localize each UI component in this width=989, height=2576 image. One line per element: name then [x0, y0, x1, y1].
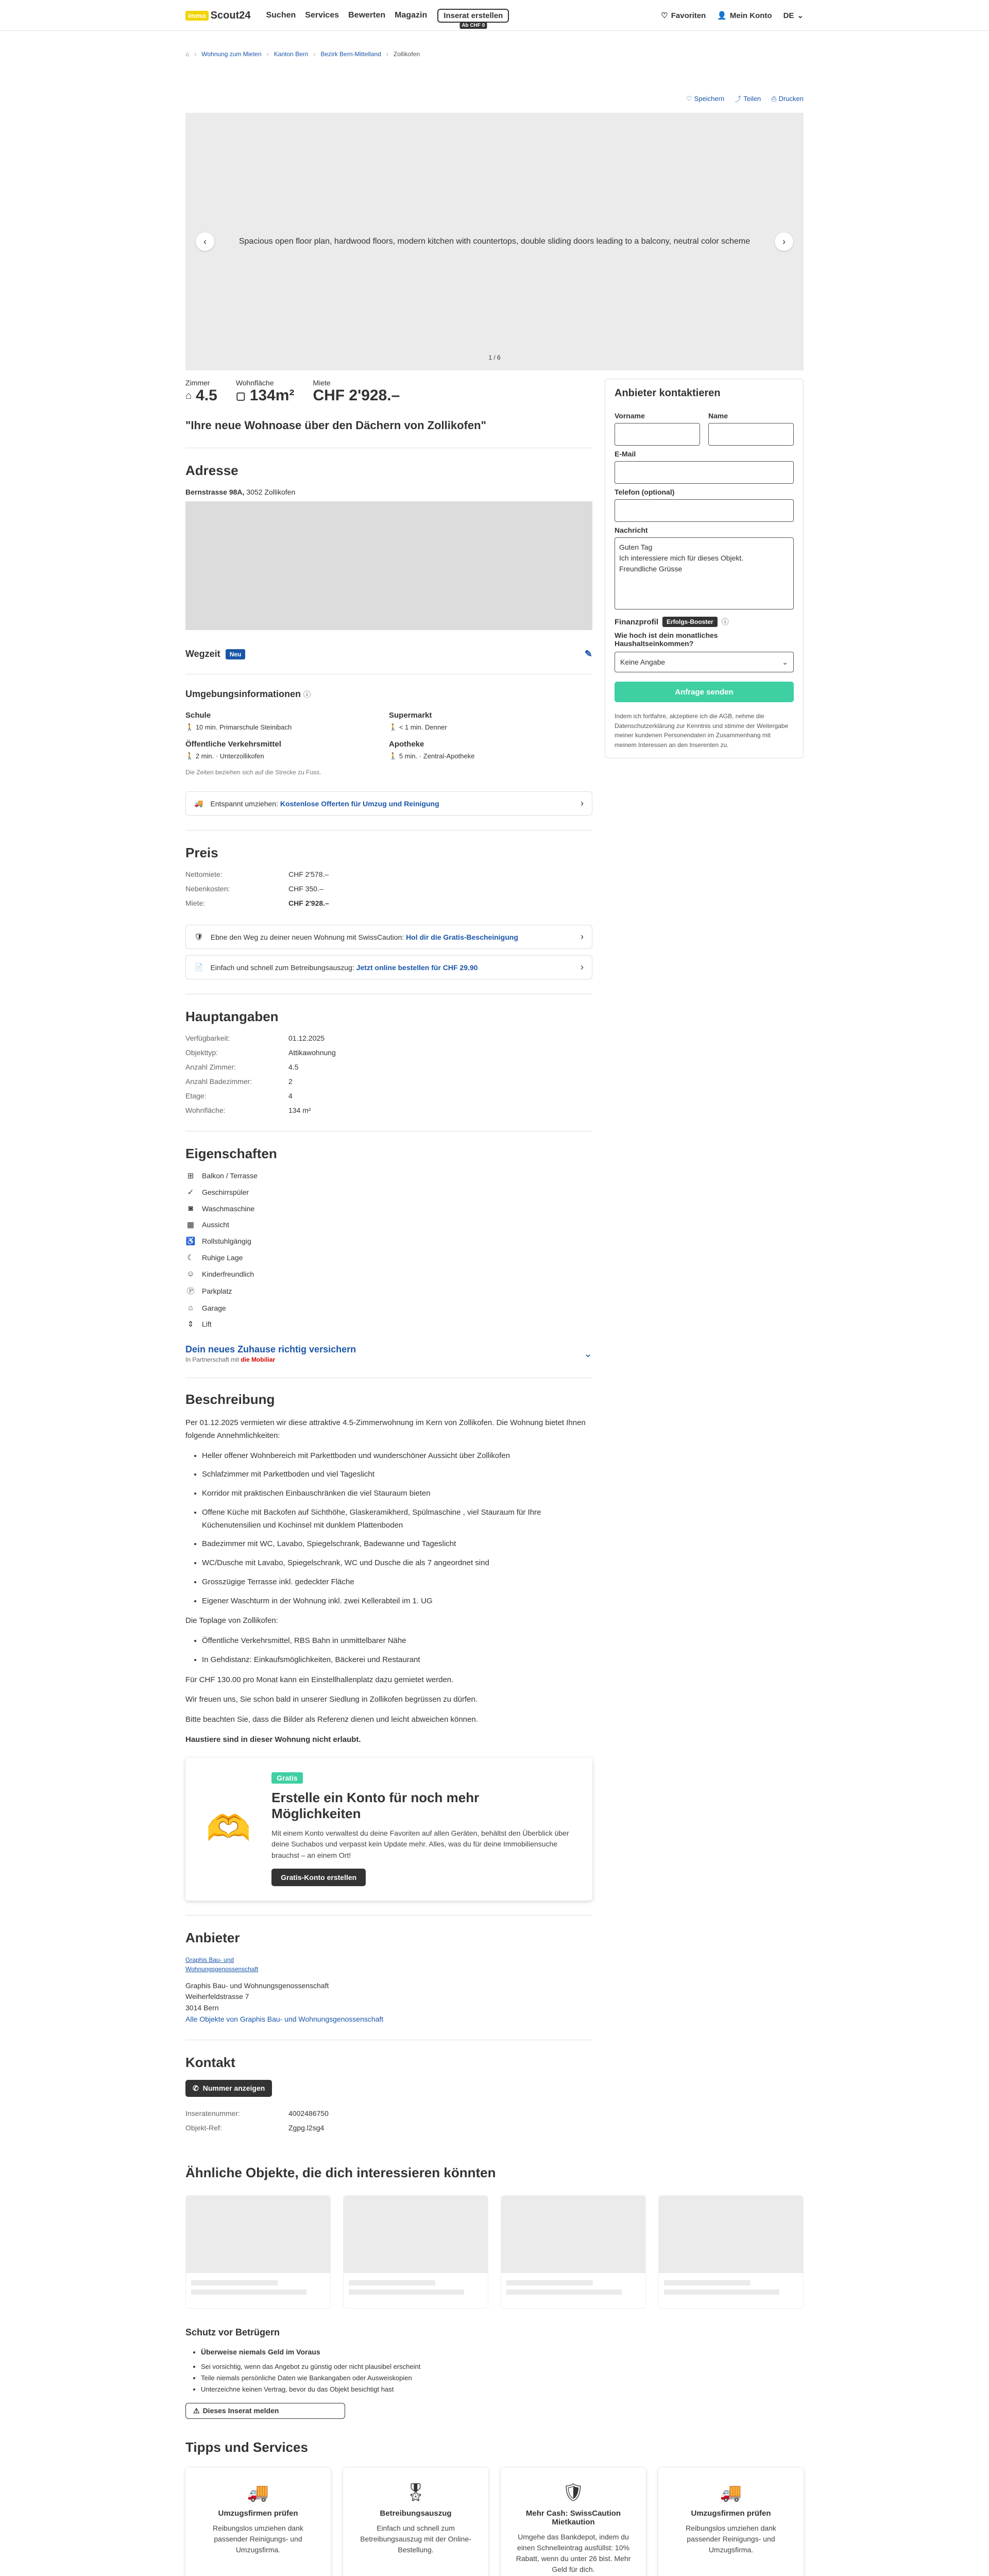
walk-icon: 🚶: [185, 723, 196, 731]
show-number-label: Nummer anzeigen: [202, 2084, 265, 2092]
message-textarea[interactable]: Guten Tag Ich interessiere mich für dieses Objekt. Freundliche Grüsse: [615, 537, 794, 609]
detail-label: Etage:: [185, 1092, 207, 1100]
list-item: • Grosszügige Terrasse inkl. gedeckter Fläche: [202, 1576, 592, 1589]
badge-icon: 🎖: [404, 2482, 427, 2502]
rooms-label: Zimmer: [185, 379, 210, 387]
environment-note: Die Zeiten beziehen sich auf die Strecke zu Fuss.: [185, 769, 321, 776]
detail-label: Verfügbarkeit:: [185, 1034, 230, 1042]
fraud-tip: • Unterzeichne keinen Vertrag, bevor du das Objekt besichtigt hast: [201, 2384, 804, 2395]
chevron-down-icon: ⌄: [584, 1348, 592, 1360]
price-value: CHF 2'928.–: [288, 899, 329, 907]
share-icon: ⤴: [735, 95, 742, 103]
alert-icon: ⚠: [193, 2406, 200, 2415]
insurance-title: Dein neues Zuhause richtig versichern: [185, 1344, 356, 1354]
tip-card[interactable]: [185, 2468, 331, 2576]
feature-item: [185, 1319, 592, 1329]
nav-item-services[interactable]: Services: [305, 11, 339, 20]
feature-item: [185, 1285, 592, 1296]
print-button[interactable]: [771, 94, 804, 104]
description-paragraph: Haustiere sind in dieser Wohnung nicht erlaubt.: [185, 1735, 361, 1744]
save-button[interactable]: [686, 94, 724, 104]
feature-item: [185, 1188, 592, 1197]
print-icon: ⎙: [771, 94, 777, 103]
view-icon: ▦: [186, 1221, 195, 1229]
similar-heading: Ähnliche Objekte, die dich interessieren könnten: [185, 2164, 496, 2180]
detail-value: 01.12.2025: [288, 1034, 325, 1042]
key-facts: [185, 379, 592, 404]
tip-text: Reibungslos umziehen dank passender Reinigungs- und Umzugsfirma.: [686, 2523, 776, 2554]
env-value: < 1 min. Denner: [399, 723, 447, 731]
main-nav: [266, 11, 427, 20]
detail-value: 2: [288, 1077, 293, 1086]
ref-value: Zgpg.l2sg4: [288, 2123, 325, 2132]
shield-icon: 🛡: [562, 2482, 585, 2502]
area-label: Wohnfläche: [235, 379, 274, 387]
tip-text: Umgehe das Bankdepot, indem du einen Schnelleintrag ausfüllst: 10% Rabatt, wenn du unter 26 bist. Mehr Geld für dich.: [516, 2532, 631, 2573]
feature-label: Garage: [202, 1303, 226, 1312]
account-promo: [185, 1758, 592, 1901]
env-item-school: [185, 711, 389, 732]
send-request-button[interactable]: Anfrage senden: [615, 682, 794, 702]
feature-label: Parkplatz: [202, 1286, 232, 1295]
similar-card[interactable]: [658, 2195, 804, 2309]
swisscaution-text: Ebne den Weg zu deiner neuen Wohnung mit SwissCaution:: [210, 933, 404, 941]
travel-time-row[interactable]: [185, 649, 592, 659]
key-fact-rent: [313, 379, 400, 404]
favorites-link[interactable]: [661, 11, 706, 20]
list-item: • Schlafzimmer mit Parkettboden und viel Tageslicht: [202, 1468, 592, 1481]
reference-table: [185, 2109, 592, 2134]
feature-item: [185, 1269, 592, 1278]
description-paragraph: Für CHF 130.00 pro Monat kann ein Einstellhallenplatz dazu gemietet werden.: [185, 1675, 454, 1684]
env-title: Schule: [185, 711, 211, 720]
feature-item: [185, 1220, 592, 1229]
income-value: Keine Angabe: [620, 658, 666, 666]
tips-services: [185, 2439, 804, 2576]
heart-icon: ♡: [661, 11, 668, 20]
address-city: 3052 Zollikofen: [246, 488, 296, 496]
terms-text: Indem ich fortfahre, akzeptiere ich die AGB, nehme die Datenschutzerklärung zur Kenntnis und stimme der Weitergabe meiner kundenen Personendaten im Zusammenhang mit meinem Interessen an den Inserenten zu.: [615, 713, 789, 749]
moving-banner-link[interactable]: Kostenlose Offerten für Umzug und Reinigung: [280, 799, 439, 808]
feature-item: [185, 1253, 592, 1262]
account-label: Mein Konto: [729, 11, 772, 20]
features-heading: Eigenschaften: [185, 1146, 277, 1161]
language-label: DE: [783, 11, 794, 20]
feature-label: Geschirrspüler: [202, 1188, 249, 1196]
feature-label: Lift: [202, 1320, 212, 1328]
show-number-button[interactable]: [185, 2080, 272, 2097]
fraud-tip: • Teile niemals persönliche Daten wie Bankangaben oder Ausweiskopien: [201, 2372, 804, 2384]
finance-label: Finanzprofil: [615, 617, 658, 626]
contact-heading: Kontakt: [185, 2054, 235, 2070]
chevron-right-icon: ›: [581, 931, 584, 942]
list-item: • Heller offener Wohnbereich mit Parkettboden und wunderschöner Aussicht über Zollikofen: [202, 1450, 592, 1463]
main-details-table: [185, 1034, 592, 1116]
description-intro: Per 01.12.2025 vermieten wir diese attraktive 4.5-Zimmerwohnung im Kern von Zollikofen. Die Wohnung bietet Ihnen folgende Annehmlichkeiten:: [185, 1418, 586, 1440]
env-value: 10 min. Primarschule Steinibach: [195, 723, 292, 731]
list-item: • Offene Küche mit Backofen auf Sichthöhe, Glaskeramikherd, Spülmaschine , viel Stauraum für Ihre Küchenutensilien und Kochinsel mit dunklem Plattenboden: [202, 1506, 592, 1532]
share-label: Teilen: [743, 95, 761, 103]
similar-listings: [185, 2165, 804, 2309]
detail-value: 4.5: [288, 1063, 299, 1071]
listing-title: "Ihre neue Wohnoase über den Dächern von Zollikofen": [185, 419, 486, 432]
moving-banner-text: Entspannt umziehen:: [210, 799, 278, 808]
walk-icon: 🚶: [185, 752, 196, 760]
phone-field[interactable]: [615, 499, 794, 522]
site-header: [0, 0, 989, 31]
breadcrumb-item[interactable]: Wohnung zum Mieten: [201, 50, 262, 58]
new-badge: Neu: [226, 649, 246, 659]
provider-all-listings-link[interactable]: Alle Objekte von Graphis Bau- und Wohnungsgenossenschaft: [185, 2014, 384, 2023]
tip-text: Reibungslos umziehen dank passender Reinigungs- und Umzugsfirma.: [213, 2523, 303, 2554]
swisscaution-link[interactable]: Hol dir die Gratis-Bescheinigung: [406, 933, 518, 941]
feature-label: Waschmaschine: [202, 1204, 255, 1213]
edit-icon[interactable]: ✎: [584, 649, 592, 659]
walk-icon: 🚶: [389, 723, 399, 731]
email-label: E-Mail: [615, 450, 636, 458]
env-value: 5 min. · Zentral-Apotheke: [399, 752, 475, 760]
feature-label: Aussicht: [202, 1221, 229, 1229]
walk-icon: 🚶: [389, 752, 399, 760]
description-section: [185, 1392, 592, 1747]
nav-item-suchen[interactable]: Suchen: [266, 11, 296, 20]
site-logo[interactable]: [185, 10, 250, 22]
logo-badge: immo: [185, 11, 209, 21]
detail-label: Objekttyp:: [185, 1048, 218, 1057]
house-icon: ⌂: [185, 389, 192, 401]
feature-item: [185, 1204, 592, 1213]
breadcrumb: [185, 31, 804, 58]
price-table: [185, 870, 592, 909]
heart-icon: ♡: [686, 94, 692, 103]
tips-heading: Tipps und Services: [185, 2439, 308, 2455]
key-fact-area: [236, 379, 295, 404]
nav-item-magazin[interactable]: Magazin: [395, 11, 428, 20]
provider-name: Graphis Bau- und Wohnungsgenossenschaft: [185, 1981, 329, 1990]
truck-icon: 🚚: [194, 799, 203, 807]
report-listing-button[interactable]: [185, 2403, 345, 2419]
balcony-icon: ⊞: [187, 1172, 194, 1180]
promo-heading: Erstelle ein Konto für noch mehr Möglichkeiten: [271, 1789, 480, 1821]
listing-content: [185, 379, 592, 2134]
env-title: Apotheke: [389, 740, 424, 749]
ref-label: Objekt-Ref:: [185, 2123, 222, 2132]
fraud-tip-main: • Überweise niemals Geld im Voraus: [201, 2346, 804, 2359]
gallery-next-button[interactable]: ›: [775, 232, 793, 251]
area-value: 134m²: [249, 387, 295, 404]
chevron-right-icon: ›: [581, 962, 584, 972]
list-item: • Korridor mit praktischen Einbauschränken die viel Stauraum bieten: [202, 1487, 592, 1500]
map[interactable]: [185, 501, 592, 630]
similar-card[interactable]: [185, 2195, 331, 2309]
shield-icon: 🛡: [194, 933, 203, 941]
feature-label: Balkon / Terrasse: [202, 1172, 258, 1180]
create-account-button[interactable]: Gratis-Konto erstellen: [271, 1869, 366, 1886]
feature-label: Kinderfreundlich: [202, 1269, 254, 1278]
heart-hands-icon: 🫶: [206, 1808, 251, 1849]
listing-actions: [185, 94, 804, 104]
parking-icon: Ⓟ: [186, 1287, 195, 1296]
firstname-label: Vorname: [615, 412, 645, 420]
env-item-pharmacy: [389, 740, 592, 760]
address-street: Bernstrasse 98A,: [185, 488, 245, 496]
ref-label: Inseratenummer:: [185, 2109, 240, 2117]
fraud-tip: • Sei vorsichtig, wenn das Angebot zu günstig oder nicht plausibel erscheint: [201, 2361, 804, 2372]
save-label: Speichern: [694, 95, 725, 103]
create-listing-button[interactable]: [437, 9, 509, 28]
washing-machine-icon: ◙: [188, 1204, 193, 1213]
favorites-label: Favoriten: [671, 11, 706, 20]
language-select[interactable]: [783, 11, 804, 20]
image-caption: Spacious open floor plan, hardwood floors, modern kitchen with countertops, double sliding doors leading to a balcony, neutral color scheme: [238, 237, 751, 246]
description-paragraph: Bitte beachten Sie, dass die Bilder als Referenz dienen und leicht abweichen können.: [185, 1715, 478, 1724]
debt-extract-banner[interactable]: [185, 955, 592, 979]
provider-logo[interactable]: Graphis Bau- und Wohnungsgenossenschaft: [185, 1956, 259, 1973]
phone-label: Telefon (optional): [615, 488, 675, 496]
booster-badge: Erfolgs-Booster: [662, 617, 718, 627]
area-icon: ▢: [235, 390, 246, 402]
address-heading: Adresse: [185, 463, 238, 478]
insurance-partner-label: In Partnerschaft mit: [185, 1356, 240, 1363]
chevron-down-icon: ⌄: [797, 11, 804, 20]
finance-profile-row: [615, 617, 794, 627]
address-text: [185, 488, 592, 496]
moving-banner[interactable]: [185, 791, 592, 816]
chevron-right-icon: ›: [194, 50, 197, 58]
info-icon[interactable]: ⓘ: [721, 618, 729, 626]
account-link[interactable]: [717, 11, 772, 20]
phone-icon: ✆: [193, 2083, 199, 2092]
insurance-brand: die Mobiliar: [241, 1356, 276, 1363]
similar-card[interactable]: [501, 2195, 646, 2309]
user-icon: 👤: [717, 11, 727, 20]
chevron-right-icon: ›: [266, 50, 269, 58]
tip-card[interactable]: [658, 2468, 804, 2576]
price-label: Nettomiete:: [185, 870, 223, 878]
info-icon[interactable]: ⓘ: [303, 690, 311, 699]
message-label: Nachricht: [615, 526, 648, 534]
feature-item: [185, 1303, 592, 1312]
child-icon: ☺: [186, 1269, 195, 1278]
firstname-input[interactable]: [615, 423, 700, 446]
rooms-value: 4.5: [196, 387, 217, 404]
environment-heading: Umgebungsinformationen: [185, 689, 301, 699]
detail-value: 4: [288, 1092, 293, 1100]
env-title: Öffentliche Verkehrsmittel: [185, 740, 281, 749]
income-select[interactable]: [615, 652, 794, 672]
location-list: [202, 1635, 592, 1667]
price-value: CHF 2'578.–: [288, 870, 329, 878]
quiet-icon: ☾: [187, 1253, 194, 1262]
fraud-heading: Schutz vor Betrügern: [185, 2327, 280, 2337]
tip-title: Mehr Cash: SwissCaution Mietkaution: [525, 2509, 621, 2527]
rent-value: CHF 2'928.–: [313, 387, 400, 404]
income-question: Wie hoch ist dein monatliches Haushaltseinkommen?: [615, 631, 718, 648]
travel-time-label: Wegzeit: [185, 649, 220, 659]
truck-icon: 🚚: [720, 2482, 742, 2502]
provider-heading: Anbieter: [185, 1929, 240, 1945]
tip-title: Umzugsfirmen prüfen: [218, 2509, 298, 2518]
detail-value: Attikawohnung: [288, 1048, 336, 1057]
chevron-right-icon: ›: [386, 50, 388, 58]
list-item: • Eigener Waschturm in der Wohnung inkl. zwei Kellerabteil im 1. UG: [202, 1595, 592, 1608]
features-list: [185, 1171, 592, 1329]
similar-card[interactable]: [343, 2195, 488, 2309]
chevron-down-icon: ⌄: [782, 657, 788, 666]
chevron-right-icon: ›: [313, 50, 316, 58]
tip-text: Einfach und schnell zum Betreibungsauszug mit der Online-Bestellung.: [360, 2523, 471, 2554]
gallery-prev-button[interactable]: ‹: [196, 232, 214, 251]
rent-label: Miete: [313, 379, 331, 387]
breadcrumb-current: Zollikofen: [393, 50, 420, 58]
email-field[interactable]: [615, 461, 794, 484]
home-icon[interactable]: ⌂: [185, 50, 190, 58]
list-item: • Badezimmer mit WC, Lavabo, Spiegelschrank, Badewanne und Tageslicht: [202, 1538, 592, 1551]
lastname-label: Name: [708, 412, 728, 420]
tip-title: Umzugsfirmen prüfen: [691, 2509, 771, 2518]
feature-item: [185, 1171, 592, 1180]
list-item: • Öffentliche Verkehrsmittel, RBS Bahn in unmittelbarer Nähe: [202, 1635, 592, 1648]
debt-extract-text: Einfach und schnell zum Betreibungsauszug:: [210, 963, 354, 972]
key-fact-rooms: [185, 379, 217, 404]
report-listing-label: Dieses Inserat melden: [202, 2406, 279, 2415]
tip-card[interactable]: [343, 2468, 488, 2576]
provider-city: 3014 Bern: [185, 2004, 219, 2012]
env-item-supermarket: [389, 711, 592, 732]
environment-section: [185, 689, 592, 776]
checkmark-icon: ✓: [187, 1188, 194, 1197]
tip-title: Betreibungsauszug: [380, 2509, 452, 2518]
lastname-input[interactable]: [708, 423, 794, 446]
price-label: Nebenkosten:: [185, 885, 230, 893]
detail-value: 134 m²: [288, 1106, 311, 1114]
truck-icon: 🚚: [247, 2482, 269, 2502]
share-button[interactable]: [735, 94, 761, 104]
price-value: CHF 350.–: [288, 885, 323, 893]
description-list: [202, 1450, 592, 1608]
provider-street: Weiherfeldstrasse 7: [185, 1992, 249, 2001]
detail-label: Wohnfläche:: [185, 1106, 226, 1114]
location-intro: Die Toplage von Zollikofen:: [185, 1616, 278, 1625]
breadcrumb-item[interactable]: Bezirk Bern-Mittelland: [320, 50, 381, 58]
price-label: Miete:: [185, 899, 206, 907]
env-value: 2 min. · Unterzollikofen: [195, 752, 264, 760]
breadcrumb-item[interactable]: Kanton Bern: [274, 50, 309, 58]
chevron-right-icon: ›: [581, 798, 584, 808]
feature-label: Ruhige Lage: [202, 1253, 243, 1262]
description-paragraph: Wir freuen uns, Sie schon bald in unserer Siedlung in Zollikofen begrüssen zu dürfen.: [185, 1695, 478, 1704]
price-heading: Preis: [185, 845, 218, 860]
env-title: Supermarkt: [389, 711, 432, 720]
debt-extract-link[interactable]: Jetzt online bestellen für CHF 29.90: [356, 963, 478, 972]
image-counter: 1 / 6: [488, 354, 501, 361]
image-gallery[interactable]: [185, 113, 804, 370]
env-item-transport: [185, 740, 389, 760]
promo-text: Mit einem Konto verwaltest du deine Favoriten auf allen Geräten, behältst den Überblick über deine Suchabos und verpasst kein Update mehr. Alles, was du für deine Immobiliensuche brauchst – an einem Ort!: [271, 1828, 569, 1859]
ref-value: 4002486750: [288, 2109, 329, 2117]
wheelchair-icon: ♿: [185, 1237, 196, 1246]
create-listing-badge: Ab CHF 0: [459, 22, 487, 29]
nav-item-bewerten[interactable]: Bewerten: [348, 11, 386, 20]
list-item: • WC/Dusche mit Lavabo, Spiegelschrank, WC und Dusche die als 7 angeordnet sind: [202, 1557, 592, 1570]
swisscaution-banner[interactable]: [185, 925, 592, 949]
free-tag: Gratis: [271, 1772, 302, 1784]
create-listing-label: Inserat erstellen: [444, 11, 503, 20]
list-item: • In Gehdistanz: Einkaufsmöglichkeiten, Bäckerei und Restaurant: [202, 1654, 592, 1667]
provider-section: [185, 1930, 592, 2025]
detail-label: Anzahl Zimmer:: [185, 1063, 236, 1071]
description-heading: Beschreibung: [185, 1392, 275, 1407]
contact-form: [605, 379, 804, 758]
logo-text: Scout24: [210, 9, 251, 21]
insurance-accordion[interactable]: [185, 1344, 592, 1378]
contact-form-heading: Anbieter kontaktieren: [615, 387, 721, 399]
print-label: Drucken: [778, 95, 804, 103]
detail-label: Anzahl Badezimmer:: [185, 1077, 252, 1086]
feature-item: [185, 1236, 592, 1246]
tip-card[interactable]: [501, 2468, 646, 2576]
document-icon: 📄: [194, 963, 203, 971]
main-details-heading: Hauptangaben: [185, 1009, 279, 1024]
fraud-protection: [185, 2327, 804, 2419]
feature-label: Rollstuhlgängig: [202, 1237, 251, 1245]
elevator-icon: ⇕: [187, 1320, 194, 1329]
garage-icon: ⌂: [188, 1303, 193, 1312]
